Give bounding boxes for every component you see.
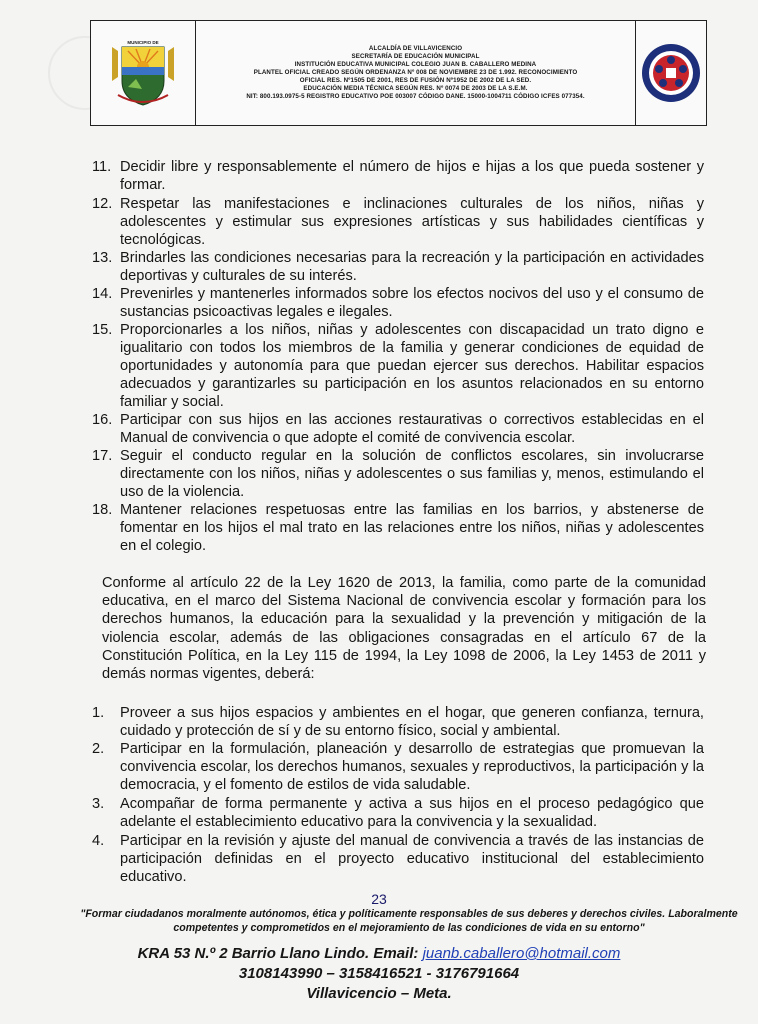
list-text: Participar en la revisión y ajuste del manual de convivencia a través de las instancias de participación definidas en el proyecto educativo institucional del establecimiento educativo.	[120, 833, 704, 886]
list-number: 3.	[92, 796, 105, 812]
footer-address	[0, 945, 758, 962]
list-text: Brindarles las condiciones necesarias para la recreación y la participación en actividades deportivas y culturales de su interés.	[120, 250, 704, 285]
list-number: 4.	[92, 833, 105, 849]
footer-motto: "Formar ciudadanos moralmente autónomos, ética y políticamente responsables de sus deberes y derechos civiles. Laboralmente competentes y comprometidos en el mejoramiento de las condiciones de vida en su entorno"	[80, 908, 738, 934]
list-item	[92, 321, 704, 411]
list-text: Participar en la formulación, planeación y desarrollo de estrategias que promuevan la convivencia escolar, los derechos humanos, sexuales y reproductivos, la participación y la democracia, y el fomento de estilos de vida saludable.	[120, 741, 704, 794]
list-text: Prevenirles y mantenerles informados sobre los efectos nocivos del uso y el consumo de sustancias psicoactivas legales e ilegales.	[120, 286, 704, 321]
list-number: 13.	[92, 250, 113, 266]
list-item	[92, 158, 704, 194]
list-item	[92, 501, 704, 555]
municipality-logo-cell	[91, 21, 196, 125]
footer-city: Villavicencio – Meta.	[306, 985, 452, 1002]
school-seal-cell	[635, 21, 706, 125]
list-item	[92, 249, 704, 285]
list-text: Seguir el conducto regular en la solución de conflictos escolares, sin involucrarse directamente con los niños, niñas y adolescentes o sus familias y, menos, estimulando el uso de la violencia.	[120, 448, 704, 501]
list-text: Proveer a sus hijos espacios y ambientes en el hogar, que generen confianza, ternura, cuidado y protección de sí y de su entorno físico, social y ambiental.	[120, 705, 704, 740]
list-text: Respetar las manifestaciones e inclinaciones culturales de los niños, niñas y adolescentes y estimular sus expresiones artísticas y sus habilidades científicas y tecnológicas.	[120, 196, 704, 249]
header-line-1: ALCALDÍA DE VILLAVICENCIO	[368, 45, 463, 52]
list-item	[92, 795, 704, 831]
page-number: 23	[371, 891, 387, 907]
list-number: 12.	[92, 196, 113, 212]
list-number: 11.	[92, 159, 112, 175]
logo-label: MUNICIPIO DE	[127, 40, 159, 45]
header-line-4: PLANTEL OFICIAL CREADO SEGÚN ORDENANZA Nº 008 DE NOVIEMBRE 23 DE 1.992. RECONOCIMIENTO	[253, 69, 578, 76]
list-item	[92, 704, 704, 740]
list-number: 17.	[92, 448, 113, 464]
list-item	[92, 832, 704, 886]
list-number: 18.	[92, 502, 113, 518]
list-text: Mantener relaciones respetuosas entre las familias en los barrios, y abstenerse de fomentar en los hijos el mal trato en las relaciones entre los niños, niñas y adolescentes en el colegio.	[120, 502, 704, 555]
header-line-6: EDUCACIÓN MEDIA TÉCNICA SEGÚN RES. Nº 0074 DE 2003 DE LA S.E.M.	[303, 85, 528, 92]
email-link[interactable]: juanb.caballero@hotmail.com	[422, 945, 621, 962]
footer-phones: 3108143990 – 3158416521 - 3176791664	[238, 965, 520, 982]
list-item	[92, 285, 704, 321]
list-number: 15.	[92, 322, 113, 338]
list-number: 16.	[92, 412, 113, 428]
list-text: Decidir libre y responsablemente el número de hijos e hijas a los que pueda sostener y formar.	[120, 159, 704, 194]
body-paragraph: Conforme al artículo 22 de la Ley 1620 de 2013, la familia, como parte de la comunidad educativa, en el marco del Sistema Nacional de convivencia escolar y formación para los derechos humanos, la educación para la sexualidad y la prevención y mitigación de la violencia escolar, además de las obligaciones consagradas en el artículo 67 de la Constitución Política, en la Ley 115 de 1994, la Ley 1098 de 2006, la Ley 1453 de 2011 y demás normas vigentes, deberá:	[102, 575, 706, 683]
list-item	[92, 195, 704, 249]
list-number: 14.	[92, 286, 113, 302]
header-line-3: INSTITUCIÓN EDUCATIVA MUNICIPAL COLEGIO JUAN B. CABALLERO MEDINA	[294, 61, 537, 68]
list-number: 1.	[92, 705, 105, 721]
header-line-2: SECRETARÍA DE EDUCACIÓN MUNICIPAL	[351, 53, 480, 60]
header-line-7: NIT: 800.193.0975-5 REGISTRO EDUCATIVO POE 003007 CÓDIGO DANE. 15000-1004711 CÓDIGO ICFES 077354.	[246, 93, 585, 100]
list-text: Acompañar de forma permanente y activa a sus hijos en el proceso pedagógico que adelante el establecimiento educativo para la convivencia y la sexualidad.	[120, 796, 704, 831]
list-text: Proporcionarles a los niños, niñas y adolescentes con discapacidad un trato digno e igualitario con todos los miembros de la familia y generar condiciones de equidad de oportunidades y autonomía para que puedan ejercer sus derechos. Habilitar espacios adecuados y garantizarles su participación en los asuntos relacionados en su entorno familiar y social.	[120, 322, 704, 411]
school-seal-icon	[640, 42, 702, 104]
letterhead-text	[196, 21, 635, 125]
list-item	[92, 740, 704, 794]
municipality-shield-icon	[108, 37, 178, 109]
address-text: KRA 53 N.º 2 Barrio Llano Lindo. Email:	[137, 945, 423, 962]
list-item	[92, 411, 704, 447]
letterhead	[90, 20, 707, 126]
list-item	[92, 447, 704, 501]
header-line-5: OFICIAL RES. Nº1505 DE 2001, RES DE FUSIÓN Nº1952 DE 2002 DE LA SED.	[299, 77, 532, 84]
list-number: 2.	[92, 741, 105, 757]
list-text: Participar con sus hijos en las acciones restaurativas o correctivos establecidas en el Manual de convivencia o que adopte el comité de convivencia escolar.	[120, 412, 704, 447]
